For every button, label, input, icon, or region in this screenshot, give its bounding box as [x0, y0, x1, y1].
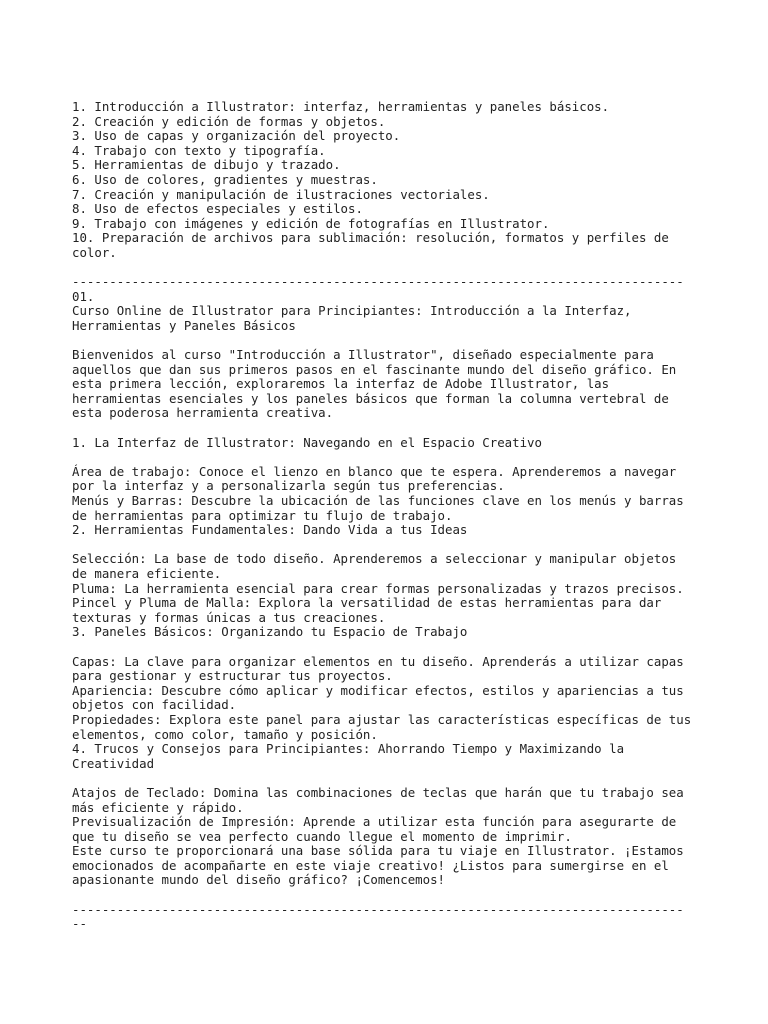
table-of-contents: [72, 100, 712, 261]
section-heading: Creatividad: [72, 755, 155, 771]
paragraph-line: esta poderosa herramienta creativa.: [72, 405, 334, 421]
paragraph-line: de manera eficiente.: [72, 566, 222, 581]
paragraph-line: Capas: La clave para organizar elementos en tu diseño. Aprenderás a utilizar capas: [72, 653, 684, 669]
lesson-title-line: Curso Online de Illustrator para Principiantes: Introducción a la Interfaz,: [72, 303, 632, 319]
paragraph-line: Pincel y Pluma de Malla: Explora la versatilidad de estas herramientas para dar: [72, 595, 662, 611]
toc-item: 3. Uso de capas y organización del proyecto.: [72, 128, 401, 144]
separator-line: ----------------------------------------------------------------------------------: [72, 901, 684, 917]
spacer: [72, 334, 712, 349]
section-heading: 2. Herramientas Fundamentales: Dando Vida a tus Ideas: [72, 522, 468, 538]
spacer: [72, 771, 712, 786]
toc-item-continuation: color.: [72, 244, 117, 260]
section-4-body: [72, 786, 712, 888]
separator-line: --: [72, 916, 87, 932]
paragraph-line: más eficiente y rápido.: [72, 799, 244, 815]
spacer: [72, 421, 712, 436]
toc-item: 1. Introducción a Illustrator: interfaz, herramientas y paneles básicos.: [72, 99, 610, 114]
toc-item: 5. Herramientas de dibujo y trazado.: [72, 157, 341, 173]
spacer: [72, 450, 712, 465]
toc-item: 6. Uso de colores, gradientes y muestras.: [72, 171, 378, 187]
paragraph-line: Apariencia: Descubre cómo aplicar y modificar efectos, estilos y apariencias a tus: [72, 682, 684, 698]
toc-item: 8. Uso de efectos especiales y estilos.: [72, 201, 363, 217]
paragraph-line: Este curso te proporcionará una base sólida para tu viaje en Illustrator. ¡Estamos: [72, 843, 684, 859]
paragraph-line: aquellos que dan sus primeros pasos en el fascinante mundo del diseño gráfico. En: [72, 361, 677, 377]
paragraph-line: Pluma: La herramienta esencial para crear formas personalizadas y trazos precisos.: [72, 580, 684, 596]
paragraph-line: que tu diseño se vea perfecto cuando llegue el momento de imprimir.: [72, 828, 572, 844]
lesson-number: 01.: [72, 288, 95, 304]
section-heading: 3. Paneles Básicos: Organizando tu Espacio de Trabajo: [72, 624, 468, 640]
section-2-body: [72, 552, 712, 640]
lesson-title-line: Herramientas y Paneles Básicos: [72, 317, 296, 333]
toc-item: 10. Preparación de archivos para sublimación: resolución, formatos y perfiles de: [72, 230, 669, 246]
toc-item: 7. Creación y manipulación de ilustraciones vectoriales.: [72, 186, 490, 202]
paragraph-line: Bienvenidos al curso "Introducción a Illustrator", diseñado especialmente para: [72, 347, 654, 363]
paragraph-line: esta primera lección, exploraremos la interfaz de Adobe Illustrator, las: [72, 376, 610, 392]
spacer: [72, 261, 712, 276]
paragraph-line: Menús y Barras: Descubre la ubicación de las funciones clave en los menús y barras: [72, 493, 684, 509]
paragraph-line: de herramientas para optimizar tu flujo de trabajo.: [72, 507, 453, 523]
paragraph-line: Selección: La base de todo diseño. Aprenderemos a seleccionar y manipular objetos: [72, 551, 677, 567]
paragraph-line: objetos con facilidad.: [72, 697, 237, 713]
section-1-body: [72, 465, 712, 538]
paragraph-line: texturas y formas únicas a tus creaciones.: [72, 609, 386, 625]
toc-item: 2. Creación y edición de formas y objetos.: [72, 113, 386, 129]
toc-item: 9. Trabajo con imágenes y edición de fotografías en Illustrator.: [72, 215, 550, 231]
section-heading: 4. Trucos y Consejos para Principiantes: Ahorrando Tiempo y Maximizando la: [72, 741, 625, 757]
section-heading: 1. La Interfaz de Illustrator: Navegando en el Espacio Creativo: [72, 434, 542, 450]
paragraph-line: por la interfaz y a personalizarla según tus preferencias.: [72, 478, 505, 494]
separator-line: ----------------------------------------------------------------------------------: [72, 274, 684, 290]
spacer: [72, 538, 712, 553]
paragraph-line: Área de trabajo: Conoce el lienzo en blanco que te espera. Aprenderemos a navegar: [72, 463, 677, 479]
document-page: [72, 100, 712, 932]
section-3-body: [72, 655, 712, 772]
toc-item: 4. Trabajo con texto y tipografía.: [72, 142, 326, 158]
lesson-title: [72, 304, 712, 333]
paragraph-line: para gestionar y estructurar tus proyectos.: [72, 668, 393, 684]
spacer: [72, 888, 712, 903]
paragraph-line: emocionados de acompañarte en este viaje creativo! ¿Listos para sumergirse en el: [72, 857, 669, 873]
intro-paragraph: [72, 348, 712, 421]
paragraph-line: elementos, como color, tamaño y posición.: [72, 726, 378, 742]
paragraph-line: Propiedades: Explora este panel para ajustar las características específicas de tus: [72, 711, 692, 727]
paragraph-line: Atajos de Teclado: Domina las combinaciones de teclas que harán que tu trabajo sea: [72, 784, 684, 800]
separator-block: [72, 903, 712, 932]
spacer: [72, 640, 712, 655]
paragraph-line: herramientas esenciales y los paneles básicos que forman la columna vertebral de: [72, 390, 669, 406]
paragraph-line: Previsualización de Impresión: Aprende a utilizar esta función para asegurarte de: [72, 814, 677, 830]
paragraph-line: apasionante mundo del diseño gráfico? ¡Comencemos!: [72, 872, 445, 888]
